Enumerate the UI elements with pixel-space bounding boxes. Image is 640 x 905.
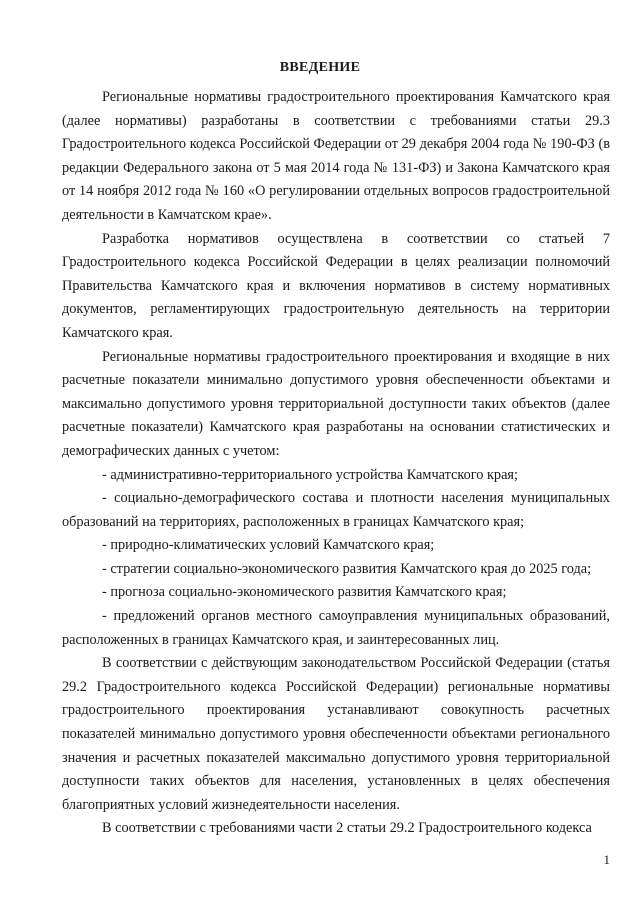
paragraph-requirements: В соответствии с требованиями части 2 статьи 29.2 Градостроительного кодекса — [102, 820, 592, 837]
list-item: - предложений органов местного самоуправления муниципальных образований, расположенных в границах Камчатского края, и заинтересованных лиц. — [62, 608, 610, 648]
paragraph-legislation: В соответствии с действующим законодательством Российской Федерации (статья 29.2 Градостроительного кодекса Российской Федерации) региональные нормативы градостроительного проектирования устанавливают совокупность расчетных показателей минимально допустимого уровня обеспеченности объектами регионального значения и расчетных показателей максимально допустимого уровня территориальной доступности таких объектов для населения, установленных в целях обеспечения благоприятных условий жизнедеятельности населения. — [62, 655, 610, 813]
list-item: - социально-демографического состава и плотности населения муниципальных образований на территориях, расположенных в границах Камчатского края; — [62, 490, 610, 530]
paragraph-indicators: Региональные нормативы градостроительного проектирования и входящие в них расчетные показатели минимально допустимого уровня обеспеченности объектами и максимально допустимого уровня территориальной доступности таких объектов (далее расчетные показатели) Камчатского края разработаны на основании статистических и демографических данных с учетом: — [62, 348, 610, 459]
paragraph-intro: Региональные нормативы градостроительного проектирования Камчатского края (далее нормативы) разработаны в соответствии с требованиями статьи 29.3 Градостроительного кодекса Российской Федерации от 29 декабря 2004 года № 190-ФЗ (в редакции Федерального закона от 5 мая 2014 года № 131-ФЗ) и Закона Камчатского края от 14 ноября 2012 года № 160 «О регулировании отдельных вопросов градостроительной деятельности в Камчатском крае». — [62, 89, 610, 223]
list-item: - административно-территориального устройства Камчатского края; — [102, 466, 518, 483]
list-item: - природно-климатических условий Камчатского края; — [102, 537, 435, 554]
document-body — [62, 86, 610, 841]
page-number: 1 — [603, 852, 610, 867]
paragraph-development: Разработка нормативов осуществлена в соответствии со статьей 7 Градостроительного кодекса Российской Федерации в целях реализации полномочий Правительства Камчатского края и включения нормативов в систему нормативных документов, регламентирующих градостроительную деятельность на территории Камчатского края. — [62, 230, 610, 341]
page-title: ВВЕДЕНИЕ — [279, 60, 361, 75]
list-item: - прогноза социально-экономического развития Камчатского края; — [102, 584, 507, 601]
list-item: - стратегии социально-экономического развития Камчатского края до 2025 года; — [102, 560, 592, 577]
